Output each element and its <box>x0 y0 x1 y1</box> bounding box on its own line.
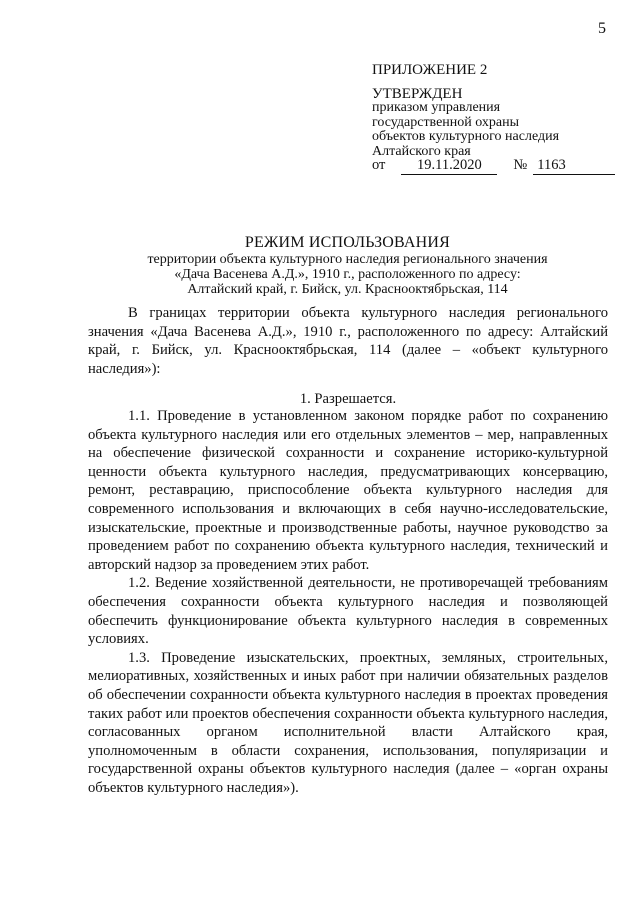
appendix-label: ПРИЛОЖЕНИЕ 2 <box>372 62 488 78</box>
document-title-block <box>60 234 635 297</box>
document-subtitle-line: территории объекта культурного наследия регионального значения <box>147 252 548 267</box>
approval-order-block <box>372 101 559 159</box>
clause-paragraph: 1.1. Проведение в установленном законом порядке работ по сохранению объекта культурного наследия или его отдельных элементов – мер, направленных на обеспечение физической сохранности и сохранение историко-культурной ценности объекта культурного наследия, предусматривающих консервацию, ремонт, реставрацию, приспособление объекта культурного наследия для современного использования и включающих в себя научно-исследовательские, изыскательские, проектные и производственные работы, научное руководство за проведением работ по сохранению объекта культурного наследия, технический и авторский надзор за проведением этих работ. <box>88 408 608 573</box>
order-number-sign: № <box>513 157 528 173</box>
order-number: 1163 <box>533 157 615 175</box>
document-subtitle-line: Алтайский край, г. Бийск, ул. Краснооктябрьская, 114 <box>187 282 508 297</box>
order-from-label: от <box>372 157 386 173</box>
clause-paragraph: 1.3. Проведение изыскательских, проектных, земляных, строительных, мелиоративных, хозяйственных и иных работ при наличии обязательных разделов об обеспечении сохранности объекта культурного наследия в проектах проведения таких работ или проектов обеспечения сохранности объекта культурного наследия, согласованных органом исполнительной власти Алтайского края, уполномоченным в области сохранения, использования, популяризации и государственной охраны объектов культурного наследия (далее – «орган охраны объектов культурного наследия»). <box>88 649 608 796</box>
clauses-list <box>88 407 608 797</box>
clause-paragraph: 1.2. Ведение хозяйственной деятельности, не противоречащей требованиям обеспечения сохранности объекта культурного наследия и позволяющей обеспечить функционирование объекта культурного наследия в современных условиях. <box>88 575 608 648</box>
order-date: 19.11.2020 <box>401 157 497 175</box>
approval-order-line: Алтайского края <box>372 143 471 159</box>
approval-order-line: объектов культурного наследия <box>372 129 560 144</box>
approval-order-line: государственной охраны <box>372 114 520 130</box>
order-reference <box>372 157 615 175</box>
approved-label: УТВЕРЖДЕН <box>372 86 463 102</box>
document-subtitle-line: «Дача Васенева А.Д.», 1910 г., расположенного по адресу: <box>174 267 521 282</box>
document-title: РЕЖИМ ИСПОЛЬЗОВАНИЯ <box>244 234 451 251</box>
section-heading: 1. Разрешается. <box>299 391 397 407</box>
page-number: 5 <box>598 20 606 37</box>
approval-order-line: приказом управления <box>372 100 501 115</box>
intro-paragraph: В границах территории объекта культурного наследия регионального значения «Дача Васенева А.Д.», 1910 г., расположенного по адресу: Алтайский край, г. Бийск, ул. Краснооктябрьская, 114 (далее – «объект культурного наследия»): <box>88 305 608 377</box>
